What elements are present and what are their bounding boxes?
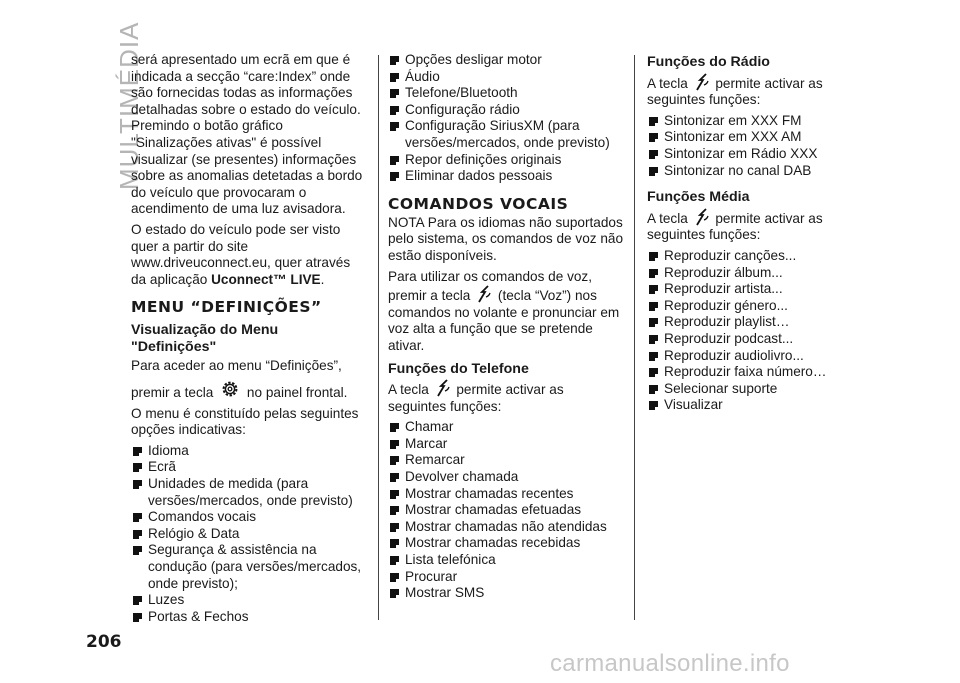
bullet-icon bbox=[649, 167, 658, 176]
option-list bbox=[388, 52, 623, 185]
option-list bbox=[647, 248, 882, 414]
bullet-icon bbox=[133, 596, 142, 605]
paragraph: premir a tecla no painel frontal. bbox=[131, 378, 366, 402]
list-item: Unidades de medida (para versões/mercados, onde previsto) bbox=[131, 476, 366, 509]
paragraph: A tecla permite activar as seguintes funções: bbox=[647, 208, 882, 244]
list-item: Reproduzir álbum... bbox=[647, 265, 882, 282]
bullet-icon bbox=[390, 573, 399, 582]
bullet-icon bbox=[390, 172, 399, 181]
list-item: Sintonizar em Rádio XXX bbox=[647, 146, 882, 163]
bullet-icon bbox=[390, 523, 399, 532]
gear-icon bbox=[219, 378, 241, 400]
paragraph: A tecla permite activar as seguintes funções: bbox=[647, 73, 882, 109]
list-item: Portas & Fechos bbox=[131, 609, 366, 626]
bullet-icon bbox=[390, 556, 399, 565]
voice-icon bbox=[694, 73, 710, 91]
sub-heading: Visualização do Menu "Definições" bbox=[131, 322, 279, 355]
section-side-title bbox=[84, 21, 144, 200]
list-item: Reproduzir podcast... bbox=[647, 331, 882, 348]
bullet-icon bbox=[649, 385, 658, 394]
list-item: Reproduzir género... bbox=[647, 298, 882, 315]
voice-icon bbox=[435, 379, 451, 397]
list-item: Mostrar chamadas recentes bbox=[388, 486, 623, 503]
option-list bbox=[647, 113, 882, 179]
bullet-icon bbox=[133, 546, 142, 555]
list-item: Reproduzir canções... bbox=[647, 248, 882, 265]
list-item: Reproduzir faixa número… bbox=[647, 364, 882, 381]
list-item: Reproduzir artista... bbox=[647, 281, 882, 298]
list-item: Reproduzir playlist… bbox=[647, 314, 882, 331]
bullet-icon bbox=[649, 117, 658, 126]
list-item: Mostrar chamadas efetuadas bbox=[388, 502, 623, 519]
bullet-icon bbox=[649, 252, 658, 261]
bullet-icon bbox=[390, 89, 399, 98]
sub-heading: Funções Média bbox=[647, 189, 750, 206]
bullet-icon bbox=[649, 133, 658, 142]
bullet-icon bbox=[133, 480, 142, 489]
list-item: Lista telefónica bbox=[388, 552, 623, 569]
option-list bbox=[131, 443, 366, 626]
list-item: Marcar bbox=[388, 436, 623, 453]
bullet-icon bbox=[649, 368, 658, 377]
list-item: Segurança & assistência na condução (para versões/mercados, onde previsto); bbox=[131, 542, 366, 592]
section-heading: COMANDOS VOCAIS bbox=[388, 194, 569, 213]
bullet-icon bbox=[390, 490, 399, 499]
column-3 bbox=[647, 52, 882, 414]
bullet-icon bbox=[390, 122, 399, 131]
column-2 bbox=[388, 52, 623, 602]
list-item: Devolver chamada bbox=[388, 469, 623, 486]
list-item: Mostrar SMS bbox=[388, 585, 623, 602]
bullet-icon bbox=[649, 269, 658, 278]
list-item: Opções desligar motor bbox=[388, 52, 623, 69]
list-item: Idioma bbox=[131, 443, 366, 460]
list-item: Relógio & Data bbox=[131, 526, 366, 543]
bullet-icon bbox=[649, 401, 658, 410]
column-divider bbox=[634, 55, 635, 620]
voice-icon bbox=[694, 208, 710, 226]
bullet-icon bbox=[390, 73, 399, 82]
page-number: 206 bbox=[86, 632, 122, 652]
list-item: Áudio bbox=[388, 69, 623, 86]
bullet-icon bbox=[390, 56, 399, 65]
bullet-icon bbox=[649, 335, 658, 344]
sub-heading: Funções do Telefone bbox=[388, 360, 529, 377]
list-item: Sintonizar no canal DAB bbox=[647, 163, 882, 180]
bullet-icon bbox=[390, 156, 399, 165]
paragraph: A tecla permite activar as seguintes funções: bbox=[388, 379, 623, 415]
watermark-footer: carmanualsonline.info bbox=[550, 650, 790, 677]
list-item: Sintonizar em XXX AM bbox=[647, 129, 882, 146]
bullet-icon bbox=[133, 613, 142, 622]
list-item: Mostrar chamadas não atendidas bbox=[388, 519, 623, 536]
option-list bbox=[388, 419, 623, 602]
side-title-text: MULTIMÉDIA bbox=[114, 21, 144, 190]
list-item: Selecionar suporte bbox=[647, 381, 882, 398]
paragraph: O estado do veículo pode ser visto quer a partir do site www.driveuconnect.eu, quer através da aplicação Uconnect™ LIVE. bbox=[131, 221, 351, 287]
bullet-icon bbox=[649, 352, 658, 361]
voice-icon bbox=[476, 285, 492, 303]
list-item: Comandos vocais bbox=[131, 509, 366, 526]
bullet-icon bbox=[133, 447, 142, 456]
list-item: Repor definições originais bbox=[388, 152, 623, 169]
section-heading: MENU “DEFINIÇÕES” bbox=[131, 298, 322, 317]
bullet-icon bbox=[390, 423, 399, 432]
list-item: Reproduzir audiolivro... bbox=[647, 348, 882, 365]
sub-heading: Funções do Rádio bbox=[647, 54, 770, 70]
list-item: Telefone/Bluetooth bbox=[388, 85, 623, 102]
bullet-icon bbox=[649, 150, 658, 159]
bullet-icon bbox=[649, 318, 658, 327]
bullet-icon bbox=[390, 440, 399, 449]
list-item: Configuração rádio bbox=[388, 102, 623, 119]
list-item: Ecrã bbox=[131, 459, 366, 476]
bullet-icon bbox=[390, 456, 399, 465]
paragraph: Para aceder ao menu “Definições”, bbox=[131, 357, 342, 373]
list-item: Sintonizar em XXX FM bbox=[647, 113, 882, 130]
paragraph: Para utilizar os comandos de voz, premir a tecla (tecla “Voz”) nos comandos no volante e pronunciar em voz alta a função que se pretende ativar. bbox=[388, 268, 620, 353]
list-item: Visualizar bbox=[647, 397, 882, 414]
bullet-icon bbox=[649, 285, 658, 294]
column-divider bbox=[378, 55, 379, 620]
list-item: Configuração SiriusXM (para versões/mercados, onde previsto) bbox=[388, 118, 623, 151]
list-item: Luzes bbox=[131, 592, 366, 609]
bullet-icon bbox=[390, 473, 399, 482]
bullet-icon bbox=[133, 513, 142, 522]
paragraph: será apresentado um ecrã em que é indicada a secção “care:Index” onde são fornecidas todas as informações detalhadas sobre o estado do veículo. Premindo o botão gráfico "Sinalizações ativas" é possível visualizar (se presentes) informações sobre as anomalias detetadas a bordo do veículo que provocaram o acendimento de uma luz avisadora. bbox=[131, 52, 363, 217]
app-name: Uconnect™ LIVE bbox=[211, 271, 321, 287]
bullet-icon bbox=[133, 463, 142, 472]
bullet-icon bbox=[390, 589, 399, 598]
list-item: Chamar bbox=[388, 419, 623, 436]
bullet-icon bbox=[390, 106, 399, 115]
list-item: Eliminar dados pessoais bbox=[388, 168, 623, 185]
note: NOTA Para os idiomas não suportados pelo sistema, os comandos de voz não estão disponíveis. bbox=[388, 214, 624, 263]
bullet-icon bbox=[649, 302, 658, 311]
list-item: Mostrar chamadas recebidas bbox=[388, 535, 623, 552]
column-1 bbox=[131, 52, 366, 625]
bullet-icon bbox=[133, 530, 142, 539]
paragraph: O menu é constituído pelas seguintes opções indicativas: bbox=[131, 405, 359, 438]
list-item: Procurar bbox=[388, 569, 623, 586]
list-item: Remarcar bbox=[388, 452, 623, 469]
bullet-icon bbox=[390, 506, 399, 515]
bullet-icon bbox=[390, 539, 399, 548]
